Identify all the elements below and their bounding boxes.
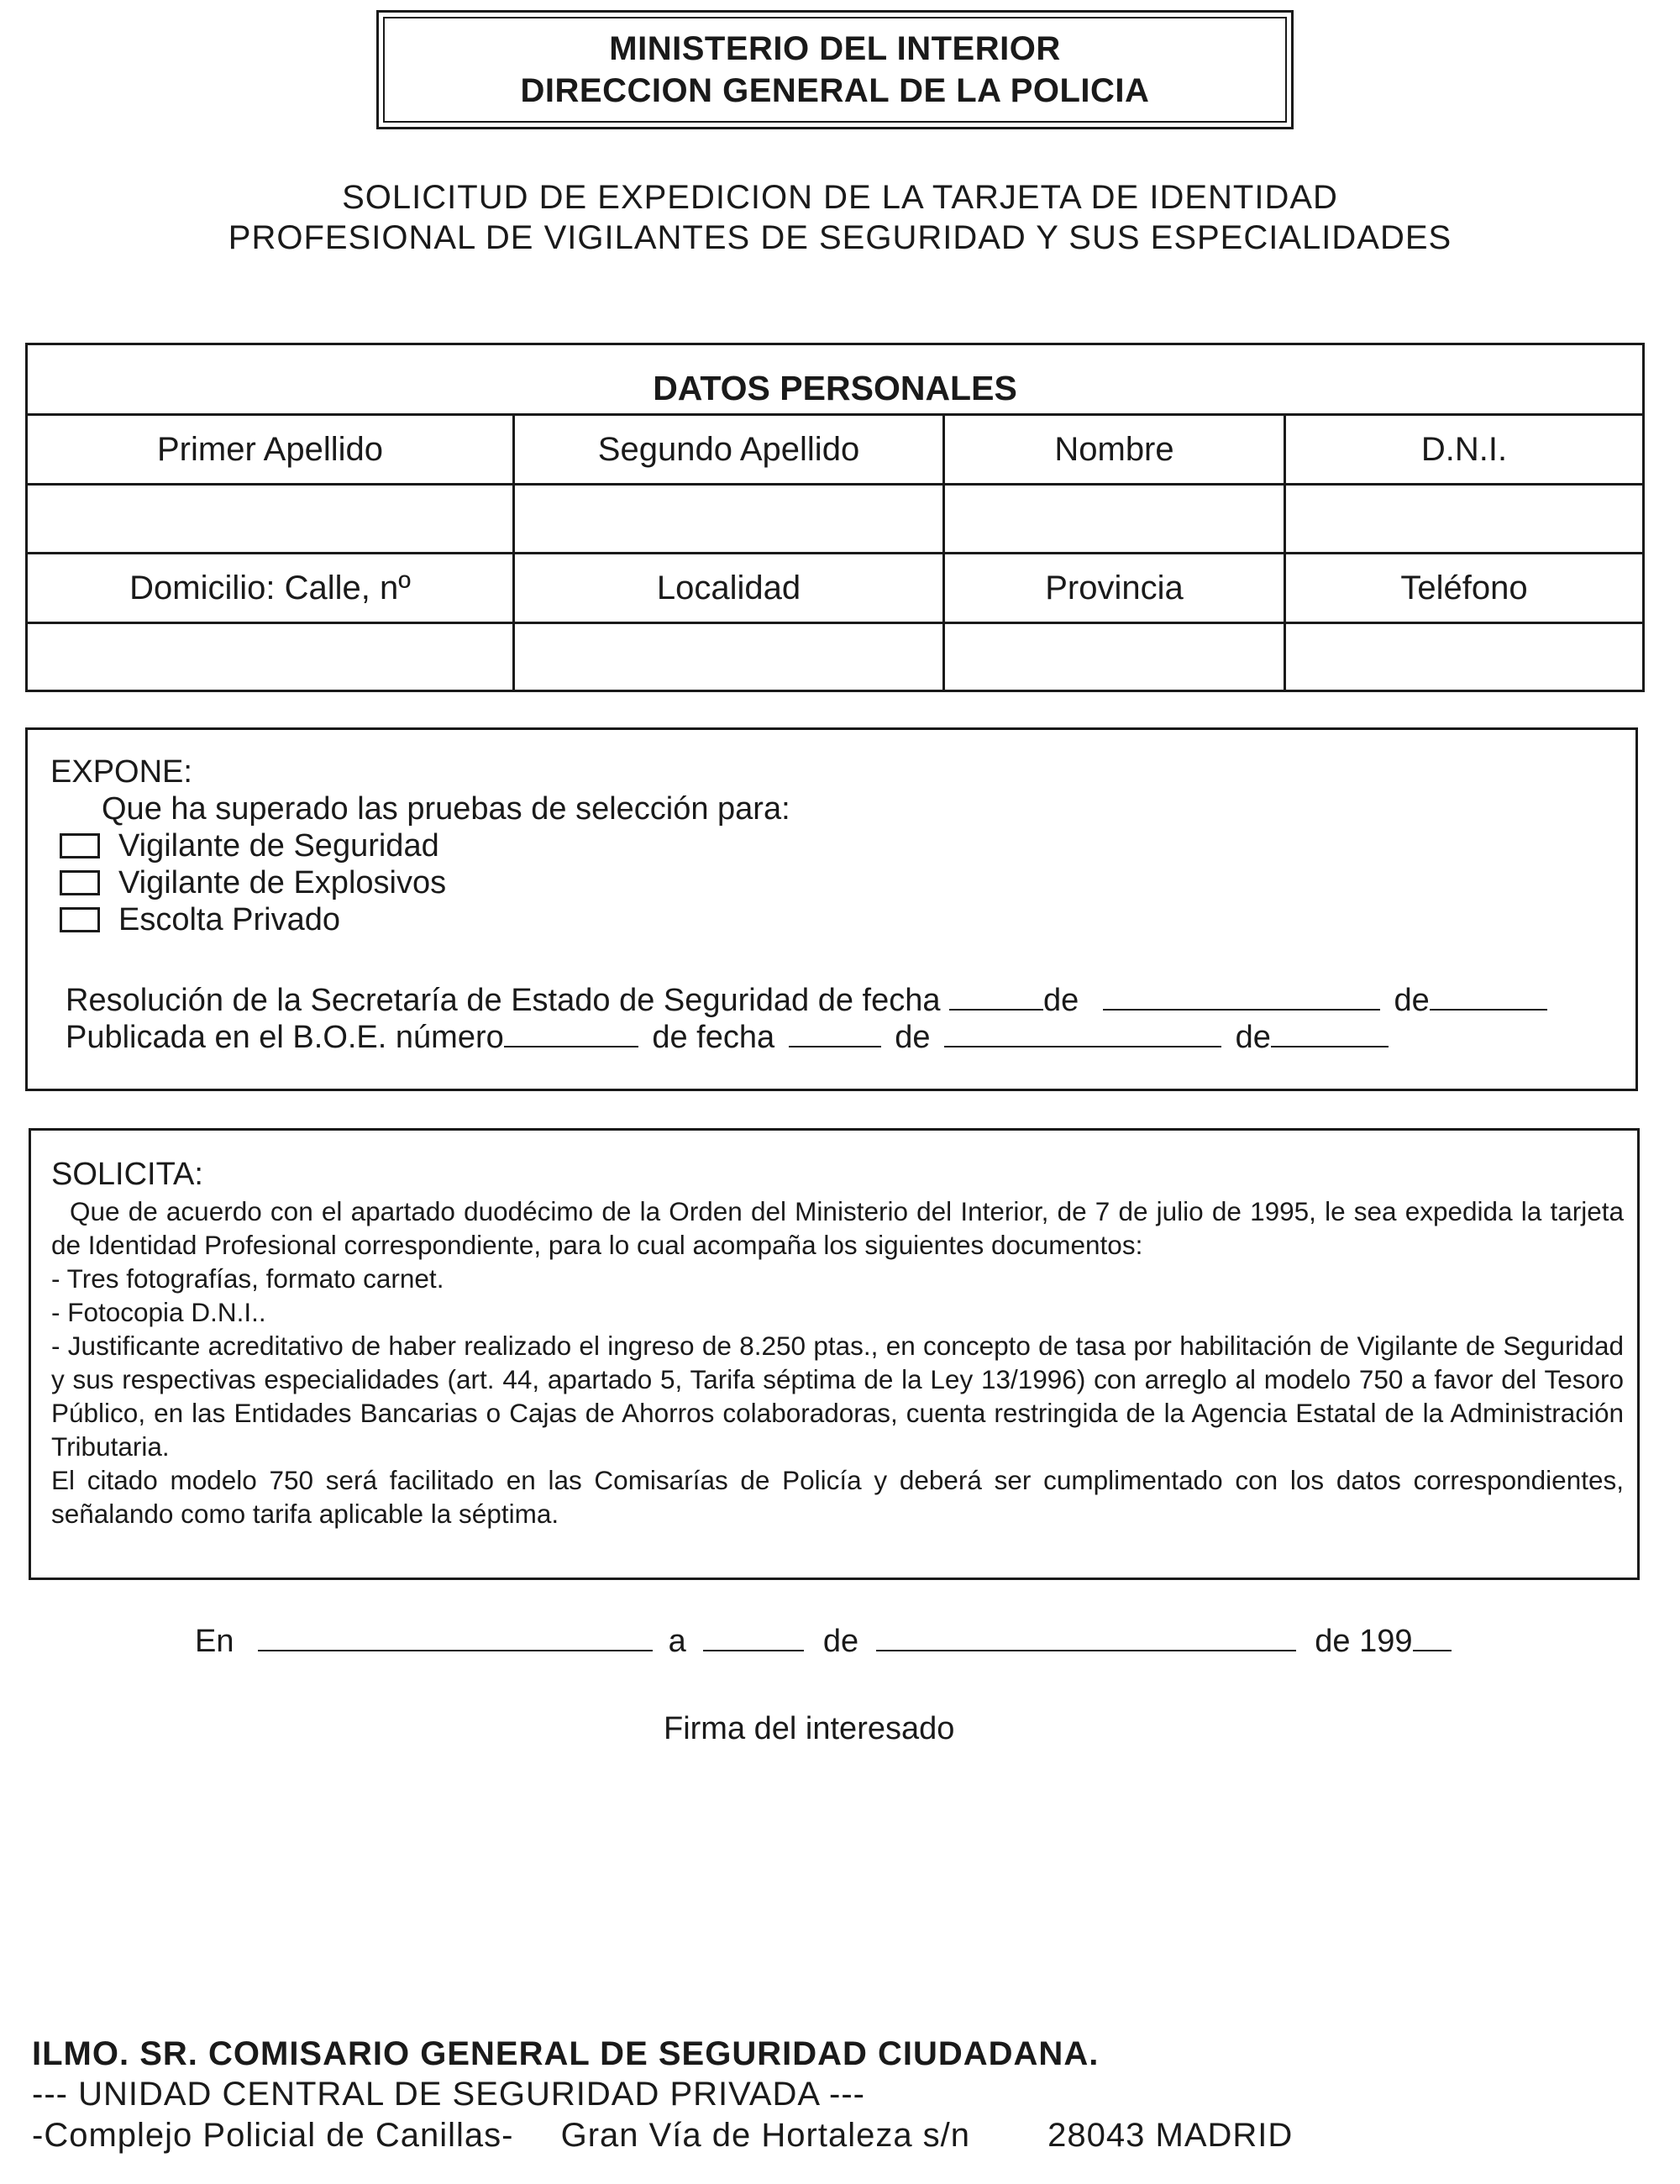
label-localidad: Localidad xyxy=(515,554,945,622)
publicada-text: Publicada en el B.O.E. número xyxy=(66,1020,504,1055)
label-provincia: Provincia xyxy=(945,554,1286,622)
label-nombre: Nombre xyxy=(945,416,1286,483)
boe-anio-blank[interactable] xyxy=(1271,1021,1389,1047)
boe-numero-blank[interactable] xyxy=(504,1021,638,1047)
publicada-de-2: de xyxy=(1235,1020,1271,1055)
publicada-de-1: de xyxy=(895,1020,931,1055)
datos-personales-title: DATOS PERSONALES xyxy=(28,345,1642,416)
option-label: Escolta Privado xyxy=(118,902,341,937)
option-escolta-privado[interactable] xyxy=(60,901,340,938)
expone-section xyxy=(25,727,1638,1091)
label-domicilio: Domicilio: Calle, nº xyxy=(28,554,515,622)
boe-dia-blank[interactable] xyxy=(789,1021,881,1047)
direccion-complejo: -Complejo Policial de Canillas- xyxy=(32,2117,514,2154)
form-title-line1: SOLICITUD DE EXPEDICION DE LA TARJETA DE IDENTIDAD xyxy=(342,179,1338,216)
resolucion-line xyxy=(66,982,1547,1019)
label-segundo-apellido: Segundo Apellido xyxy=(515,416,945,483)
direccion-calle: Gran Vía de Hortaleza s/n xyxy=(560,2117,971,2154)
input-row-2 xyxy=(28,624,1642,690)
option-label: Vigilante de Explosivos xyxy=(118,865,447,900)
firma-area[interactable] xyxy=(470,1756,1210,2008)
resolucion-de-1: de xyxy=(1043,983,1079,1018)
header-row-1 xyxy=(28,416,1642,486)
expone-title: EXPONE: xyxy=(50,754,192,790)
header-row-2 xyxy=(28,554,1642,624)
header-ministry: MINISTERIO DEL INTERIOR xyxy=(609,30,1061,67)
expone-intro: Que ha superado las pruebas de selección para: xyxy=(102,791,790,827)
resolucion-de-2: de xyxy=(1394,983,1430,1018)
lugar-blank[interactable] xyxy=(258,1625,653,1651)
label-dni: D.N.I. xyxy=(1420,430,1508,468)
documento-dni: - Fotocopia D.N.I.. xyxy=(51,1297,266,1327)
checkbox-escolta-privado[interactable] xyxy=(60,907,100,932)
localidad-field[interactable] xyxy=(515,624,945,690)
option-label: Vigilante de Seguridad xyxy=(118,828,439,864)
solicita-title: SOLICITA: xyxy=(51,1157,203,1192)
fecha-lugar-line xyxy=(195,1623,1452,1660)
documento-fotografias: - Tres fotografías, formato carnet. xyxy=(51,1263,444,1294)
segundo-apellido-field[interactable] xyxy=(515,486,945,552)
telefono-field[interactable] xyxy=(1286,624,1642,690)
option-vigilante-seguridad[interactable] xyxy=(60,827,439,864)
resolucion-text: Resolución de la Secretaría de Estado de Seguridad de fecha xyxy=(66,983,941,1018)
mes-blank[interactable] xyxy=(876,1625,1296,1651)
label-telefono: Teléfono xyxy=(1400,569,1528,606)
documento-justificante: - Justificante acreditativo de haber realizado el ingreso de 8.250 ptas., en concepto de tasa por habilitación de Vigilante de Seguridad y sus respectivas especialidades (art. 44, apartado 5, Tarifa séptima de la Ley 13/1996) con arreglo al modelo 750 a favor del Tesoro Público, en las Entidades Bancarias o Cajas de Ahorros colaboradoras, cuenta restringida de la Agencia Estatal de la Administración Tributaria. xyxy=(51,1331,1624,1462)
input-row-1 xyxy=(28,486,1642,554)
destinatario-unidad: --- UNIDAD CENTRAL DE SEGURIDAD PRIVADA --- xyxy=(32,2076,865,2113)
anio-blank[interactable] xyxy=(1413,1625,1452,1651)
direccion-cp-ciudad: 28043 MADRID xyxy=(1047,2117,1294,2154)
provincia-field[interactable] xyxy=(945,624,1286,690)
boe-mes-blank[interactable] xyxy=(944,1021,1221,1047)
datos-personales-table xyxy=(25,343,1645,692)
destinatario-direccion xyxy=(32,2117,1293,2155)
fecha-en: En xyxy=(195,1624,234,1659)
resolucion-dia-blank[interactable] xyxy=(949,984,1043,1011)
publicada-line xyxy=(66,1019,1389,1056)
fecha-anio: de 199 xyxy=(1315,1624,1413,1659)
option-vigilante-explosivos[interactable] xyxy=(60,864,446,901)
header-direccion: DIRECCION GENERAL DE LA POLICIA xyxy=(520,72,1150,109)
solicita-section xyxy=(29,1128,1640,1580)
primer-apellido-field[interactable] xyxy=(28,486,515,552)
dia-blank[interactable] xyxy=(703,1625,804,1651)
destinatario-cargo: ILMO. SR. COMISARIO GENERAL DE SEGURIDAD CIUDADANA. xyxy=(32,2035,1100,2072)
firma-del-interesado: Firma del interesado xyxy=(664,1711,955,1746)
header-box xyxy=(376,10,1294,129)
publicada-de-fecha: de fecha xyxy=(652,1020,775,1055)
label-primer-apellido: Primer Apellido xyxy=(28,416,515,483)
solicita-nota-modelo-750: El citado modelo 750 será facilitado en las Comisarías de Policía y deberá ser cumplimentado con los datos correspondientes, señalando como tarifa aplicable la séptima. xyxy=(51,1465,1624,1529)
nombre-field[interactable] xyxy=(945,486,1286,552)
form-title-line2: PROFESIONAL DE VIGILANTES DE SEGURIDAD Y SUS ESPECIALIDADES xyxy=(228,219,1452,256)
resolucion-anio-blank[interactable] xyxy=(1430,984,1547,1011)
solicita-paragraph: Que de acuerdo con el apartado duodécimo de la Orden del Ministerio del Interior, de 7 de julio de 1995, le sea expedida la tarjeta de Identidad Profesional correspondiente, para lo cual acompaña los siguientes documentos: xyxy=(51,1196,1624,1260)
checkbox-vigilante-seguridad[interactable] xyxy=(60,833,100,858)
domicilio-field[interactable] xyxy=(28,624,515,690)
header-inner-frame xyxy=(383,17,1287,123)
checkbox-vigilante-explosivos[interactable] xyxy=(60,870,100,895)
fecha-a: a xyxy=(668,1624,686,1659)
resolucion-mes-blank[interactable] xyxy=(1103,984,1380,1011)
dni-field[interactable] xyxy=(1286,486,1642,552)
fecha-de: de xyxy=(822,1624,859,1659)
